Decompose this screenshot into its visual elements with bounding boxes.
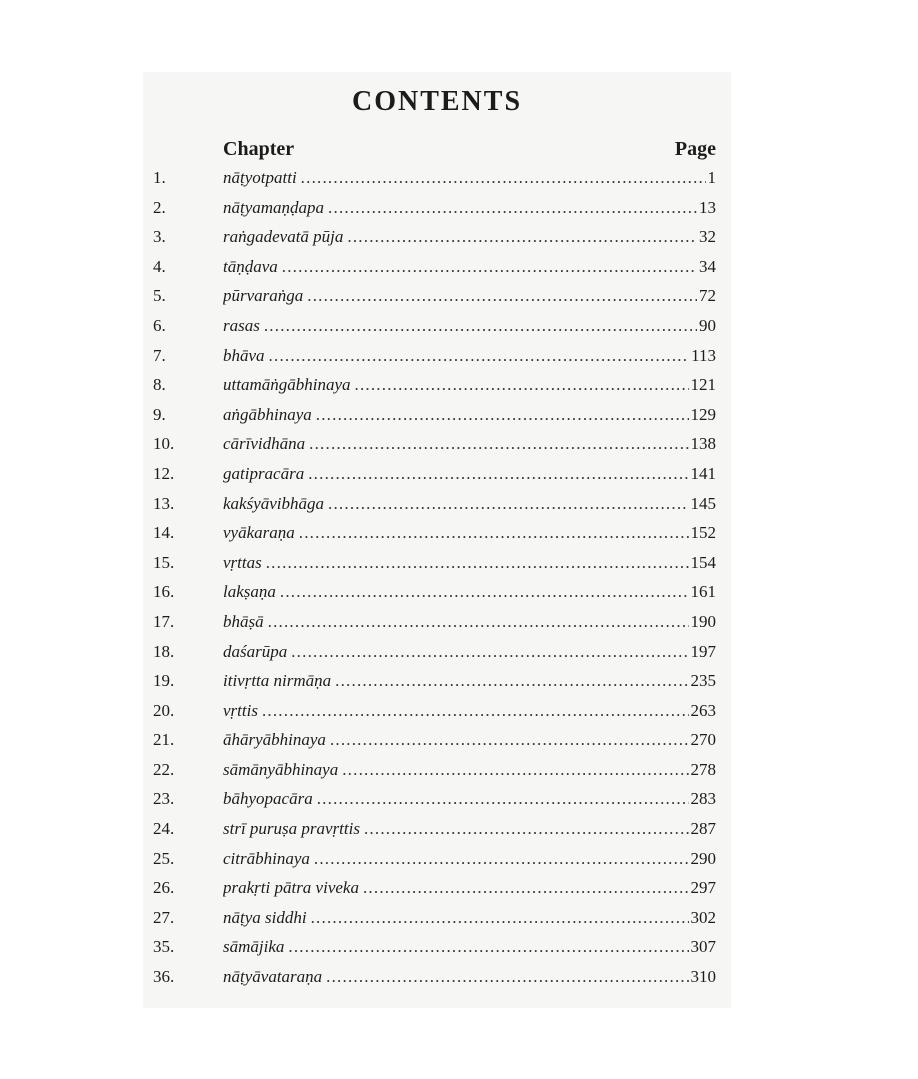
page-number: 13 xyxy=(699,197,716,217)
page-number: 235 xyxy=(690,671,716,691)
chapter-number: 25. xyxy=(153,848,175,868)
chapter-title-cell xyxy=(223,612,689,632)
chapter-number: 19. xyxy=(153,671,175,691)
chapter-title: bāhyopacāra xyxy=(223,789,313,809)
chapter-title: nāṭyotpatti xyxy=(223,168,297,187)
toc-entry xyxy=(153,967,716,997)
page-number: 297 xyxy=(690,878,716,898)
toc-entry xyxy=(153,937,716,967)
page-number: 161 xyxy=(690,582,716,602)
chapter-number: 14. xyxy=(153,523,175,543)
chapter-title-cell xyxy=(223,434,689,454)
dot-leader xyxy=(347,227,697,247)
chapter-title-cell xyxy=(223,582,689,602)
dot-leader xyxy=(311,908,689,928)
chapter-number: 9. xyxy=(153,404,166,424)
chapter-title-cell xyxy=(223,789,689,809)
dot-leader xyxy=(335,671,688,691)
toc-entry xyxy=(153,227,716,257)
chapter-title: sāmājika xyxy=(223,937,285,957)
toc-entry xyxy=(153,582,716,612)
chapter-title-cell xyxy=(223,494,689,514)
chapter-title: bhāva xyxy=(223,345,265,365)
dot-leader xyxy=(317,789,689,809)
chapter-title-cell xyxy=(223,257,697,277)
chapter-title: prakṛti pātra viveka xyxy=(223,878,359,898)
page-number: 278 xyxy=(690,759,716,779)
dot-leader xyxy=(328,198,697,218)
page-number: 270 xyxy=(690,730,716,750)
toc-entry xyxy=(153,671,716,701)
page-number: 138 xyxy=(690,434,716,454)
toc-entry xyxy=(153,198,716,228)
dot-leader xyxy=(342,760,688,780)
page-number: 129 xyxy=(690,404,716,424)
chapter-title-cell xyxy=(223,375,689,395)
chapter-title-cell xyxy=(223,198,697,218)
chapter-title-cell xyxy=(223,760,689,780)
dot-leader xyxy=(308,464,688,484)
chapter-title: rasas xyxy=(223,315,260,335)
page-number: 307 xyxy=(690,937,716,957)
table-of-contents xyxy=(153,168,716,997)
chapter-title-cell xyxy=(223,168,706,188)
page-title: CONTENTS xyxy=(351,86,523,117)
dot-leader xyxy=(363,878,689,898)
page-number: 141 xyxy=(690,463,716,483)
dot-leader xyxy=(282,257,697,277)
chapter-number: 3. xyxy=(153,227,166,247)
dot-leader xyxy=(328,494,688,514)
chapter-number: 22. xyxy=(153,759,175,779)
dot-leader xyxy=(280,582,689,602)
chapter-number: 2. xyxy=(153,197,166,217)
chapter-number: 7. xyxy=(153,345,166,365)
chapter-title-cell xyxy=(223,849,689,869)
page-number: 113 xyxy=(691,345,716,365)
page-number: 121 xyxy=(690,375,716,395)
chapter-title: vṛttis xyxy=(223,700,258,720)
chapter-title-cell xyxy=(223,464,689,484)
page-number: 190 xyxy=(690,611,716,631)
chapter-title-cell xyxy=(223,730,689,750)
toc-entry xyxy=(153,908,716,938)
chapter-title: nāṭya siddhi xyxy=(223,907,307,927)
chapter-title-cell xyxy=(223,937,689,957)
chapter-title: strī puruṣa pravṛttis xyxy=(223,819,360,839)
chapter-title-cell xyxy=(223,316,697,336)
page-number: 310 xyxy=(690,967,716,987)
chapter-title-cell xyxy=(223,346,689,366)
dot-leader xyxy=(266,553,689,573)
page-number: 1 xyxy=(707,168,716,187)
toc-entry xyxy=(153,168,716,198)
page-column-header: Page xyxy=(674,138,716,160)
dot-leader xyxy=(268,612,689,632)
chapter-number: 26. xyxy=(153,878,175,898)
dot-leader xyxy=(262,701,689,721)
chapter-number: 1. xyxy=(153,168,166,187)
page-number: 145 xyxy=(690,493,716,513)
chapter-title-cell xyxy=(223,523,689,543)
chapter-title-cell xyxy=(223,908,689,928)
dot-leader xyxy=(326,967,688,987)
toc-entry xyxy=(153,464,716,494)
chapter-number: 35. xyxy=(153,937,175,957)
toc-entry xyxy=(153,878,716,908)
chapter-number: 6. xyxy=(153,315,166,335)
dot-leader xyxy=(301,168,706,188)
chapter-title: aṅgābhinaya xyxy=(223,404,312,424)
dot-leader xyxy=(264,316,697,336)
chapter-title: nāṭyāvataraṇa xyxy=(223,967,323,987)
chapter-number: 17. xyxy=(153,611,175,631)
chapter-number: 21. xyxy=(153,730,175,750)
chapter-title: cārīvidhāna xyxy=(223,434,306,454)
page-number: 32 xyxy=(699,227,716,247)
chapter-number: 10. xyxy=(153,434,175,454)
chapter-number: 24. xyxy=(153,819,175,839)
chapter-title: vṛttas xyxy=(223,552,262,572)
dot-leader xyxy=(309,434,688,454)
page-number: 302 xyxy=(690,907,716,927)
chapter-title: sāmānyābhinaya xyxy=(223,759,339,779)
dot-leader xyxy=(364,819,689,839)
chapter-title-cell xyxy=(223,642,689,662)
chapter-number: 16. xyxy=(153,582,175,602)
dot-leader xyxy=(330,730,689,750)
toc-entry xyxy=(153,523,716,553)
chapter-title: vyākaraṇa xyxy=(223,523,295,543)
chapter-number: 12. xyxy=(153,463,175,483)
chapter-number: 36. xyxy=(153,967,175,987)
chapter-title: tāṇḍava xyxy=(223,256,278,276)
page-number: 287 xyxy=(690,819,716,839)
chapter-title: itivṛtta nirmāṇa xyxy=(223,671,332,691)
chapter-title: gatipracāra xyxy=(223,463,305,483)
chapter-number: 20. xyxy=(153,700,175,720)
chapter-number: 15. xyxy=(153,552,175,572)
toc-entry xyxy=(153,849,716,879)
chapter-title-cell xyxy=(223,967,689,987)
chapter-title: citrābhinaya xyxy=(223,848,310,868)
toc-entry xyxy=(153,553,716,583)
chapter-title-cell xyxy=(223,701,689,721)
toc-entry xyxy=(153,346,716,376)
chapter-number: 4. xyxy=(153,256,166,276)
chapter-title-cell xyxy=(223,671,689,691)
dot-leader xyxy=(291,642,688,662)
toc-entry xyxy=(153,701,716,731)
dot-leader xyxy=(307,286,697,306)
chapter-title: uttamāṅgābhinaya xyxy=(223,375,351,395)
page-number: 263 xyxy=(690,700,716,720)
toc-entry xyxy=(153,434,716,464)
chapter-title: raṅgadevatā pūja xyxy=(223,227,344,247)
page-number: 90 xyxy=(699,315,716,335)
dot-leader xyxy=(316,405,689,425)
page-number: 72 xyxy=(699,286,716,306)
chapter-title: bhāṣā xyxy=(223,611,264,631)
chapter-title-cell xyxy=(223,286,697,306)
toc-entry xyxy=(153,257,716,287)
dot-leader xyxy=(314,849,689,869)
dot-leader xyxy=(269,346,690,366)
chapter-title: nāṭyamaṇḍapa xyxy=(223,197,325,217)
dot-leader xyxy=(288,937,688,957)
chapter-number: 5. xyxy=(153,286,166,306)
chapter-title-cell xyxy=(223,227,697,247)
page-number: 152 xyxy=(690,523,716,543)
chapter-title: āhāryābhinaya xyxy=(223,730,326,750)
chapter-column-header: Chapter xyxy=(223,138,295,160)
page-number: 34 xyxy=(699,256,716,276)
toc-entry xyxy=(153,494,716,524)
toc-entry xyxy=(153,819,716,849)
chapter-title: pūrvaraṅga xyxy=(223,286,304,306)
toc-entry xyxy=(153,642,716,672)
page-number: 290 xyxy=(690,848,716,868)
chapter-number: 23. xyxy=(153,789,175,809)
chapter-number: 27. xyxy=(153,907,175,927)
chapter-number: 18. xyxy=(153,641,175,661)
chapter-title-cell xyxy=(223,405,689,425)
chapter-title: daśarūpa xyxy=(223,641,288,661)
chapter-number: 13. xyxy=(153,493,175,513)
dot-leader xyxy=(299,523,689,543)
contents-page xyxy=(143,72,731,1008)
toc-entry xyxy=(153,286,716,316)
page-number: 283 xyxy=(690,789,716,809)
chapter-title: kakśyāvibhāga xyxy=(223,493,325,513)
toc-entry xyxy=(153,405,716,435)
toc-entry xyxy=(153,612,716,642)
chapter-number: 8. xyxy=(153,375,166,395)
chapter-title-cell xyxy=(223,553,689,573)
toc-entry xyxy=(153,316,716,346)
page-number: 154 xyxy=(690,552,716,572)
toc-entry xyxy=(153,760,716,790)
toc-entry xyxy=(153,789,716,819)
chapter-title: lakṣaṇa xyxy=(223,582,276,602)
toc-entry xyxy=(153,730,716,760)
chapter-title-cell xyxy=(223,819,689,839)
page-number: 197 xyxy=(690,641,716,661)
dot-leader xyxy=(355,375,689,395)
chapter-title-cell xyxy=(223,878,689,898)
toc-entry xyxy=(153,375,716,405)
